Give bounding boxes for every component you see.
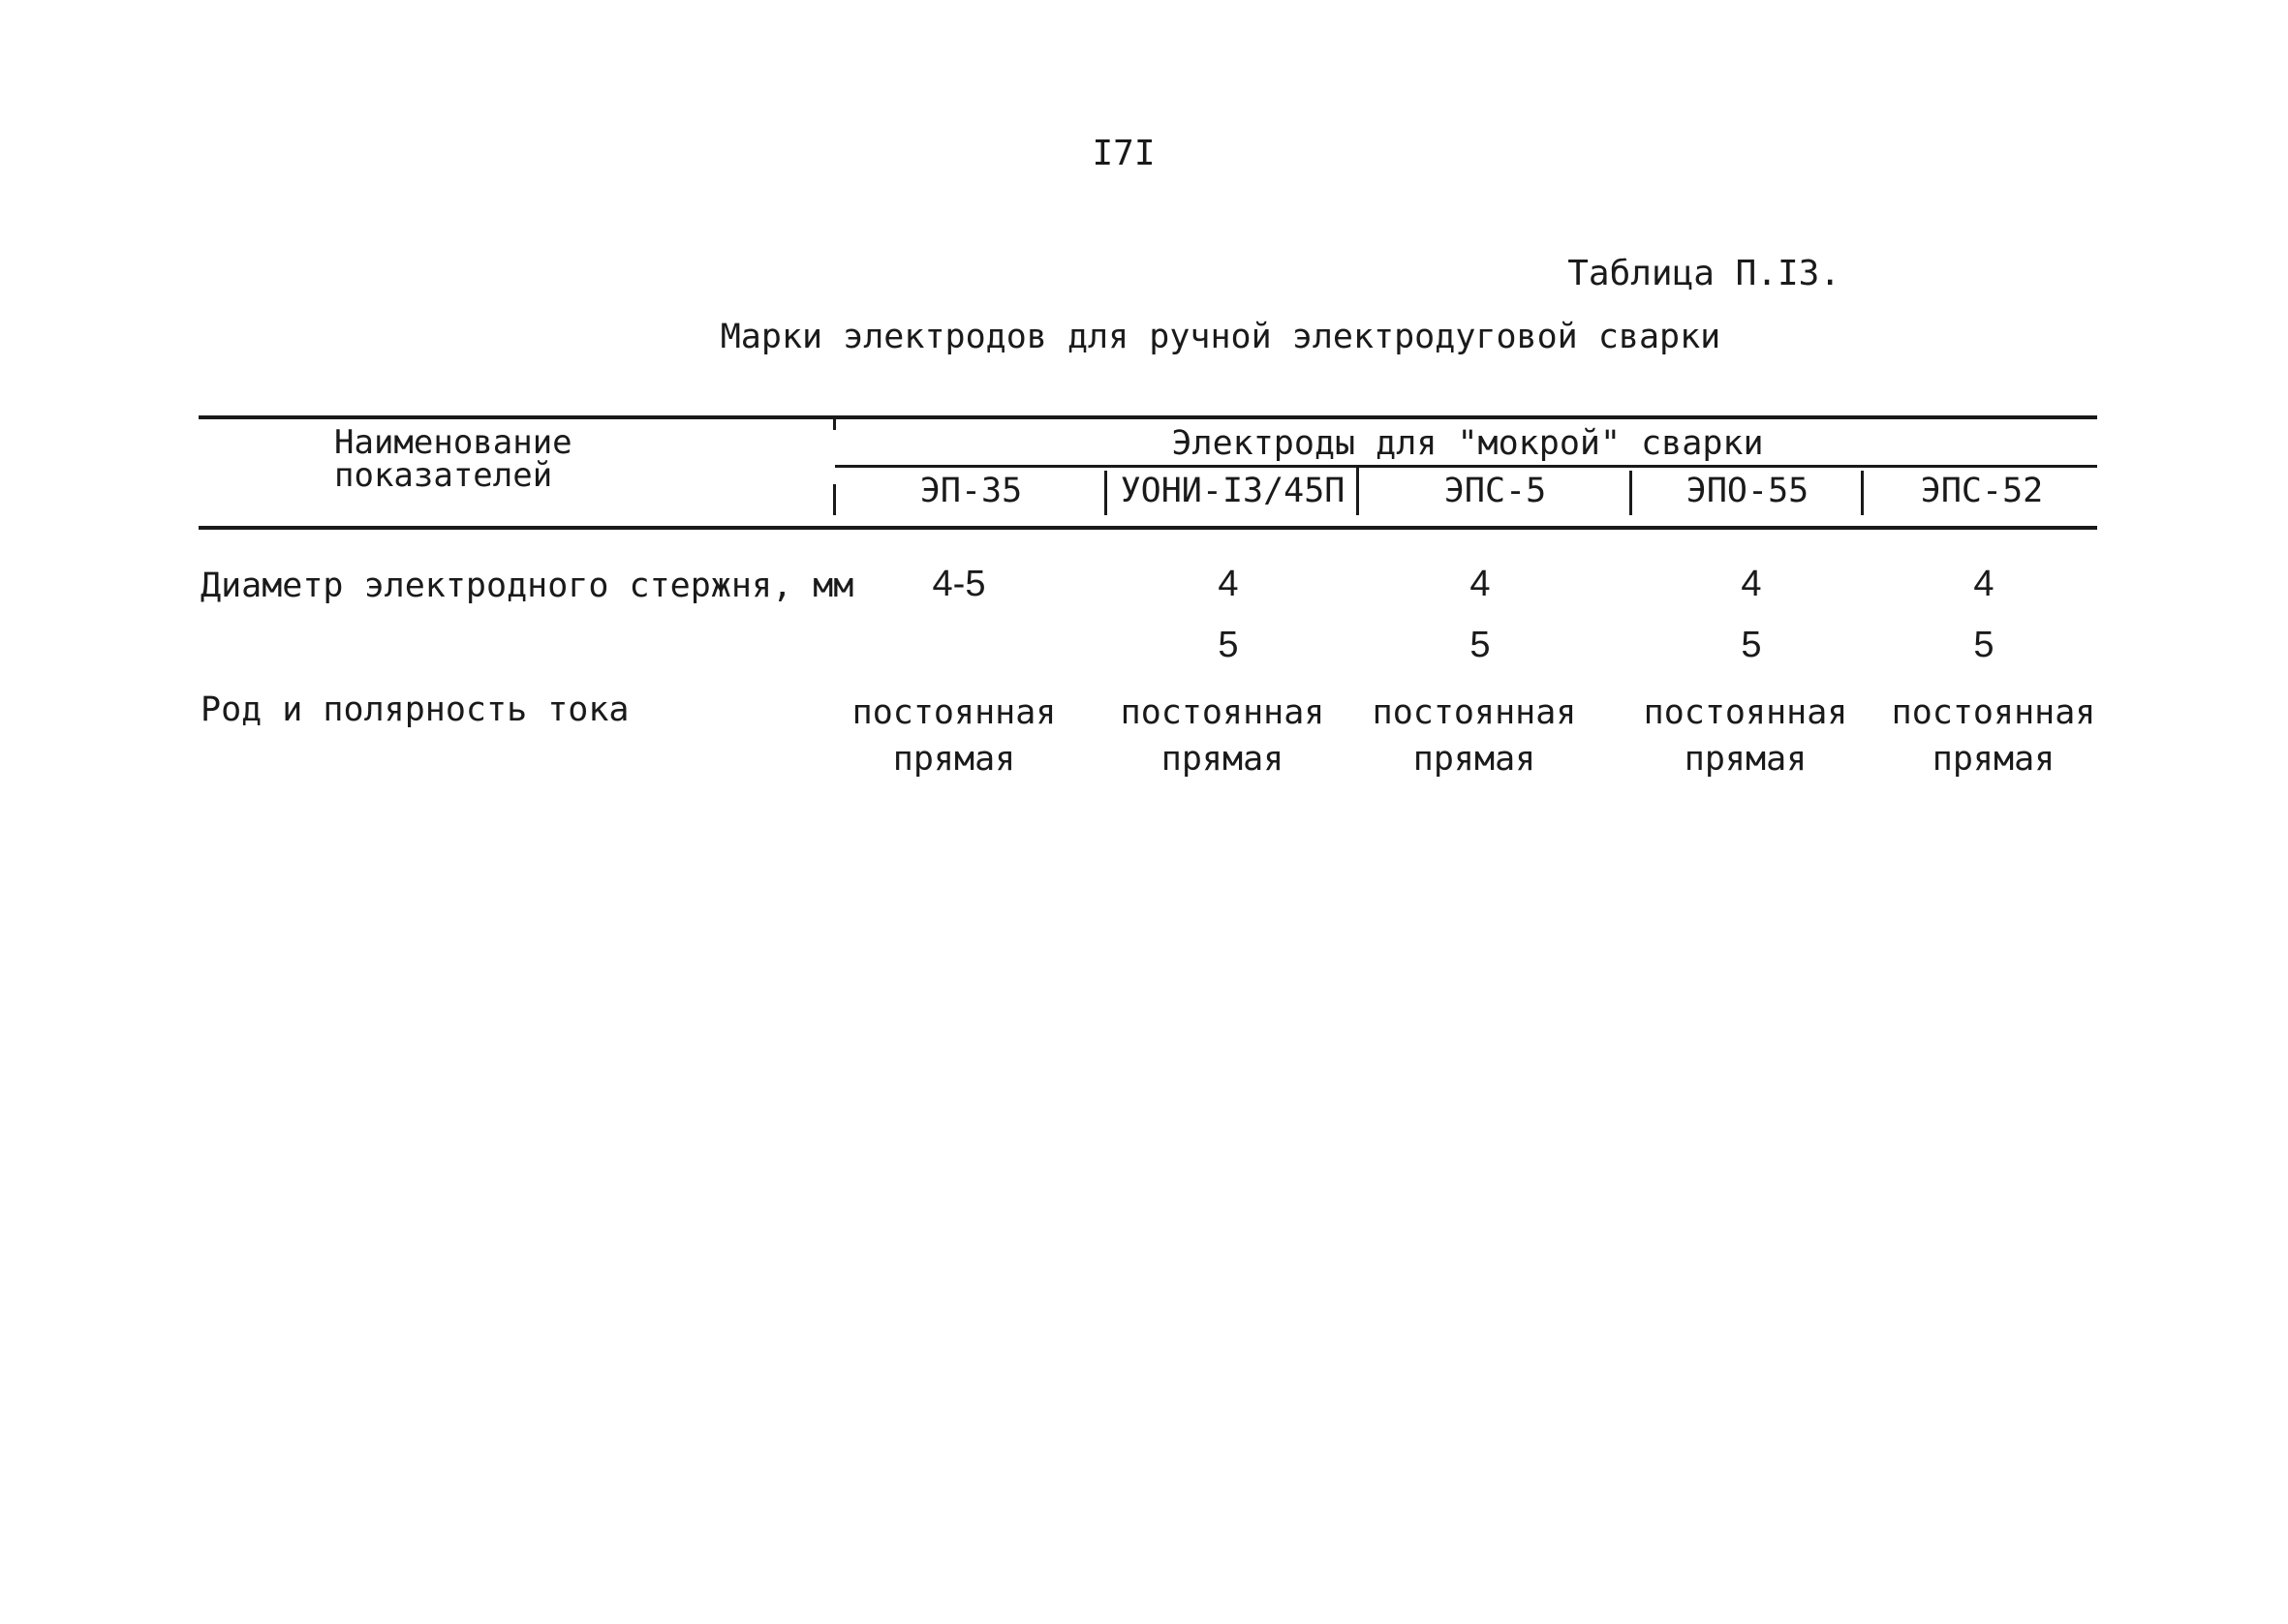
table-cell: 5: [1469, 625, 1491, 665]
column-header: УОНИ-I3/45П: [1120, 472, 1345, 510]
table-top-rule: [199, 415, 2097, 419]
row-label: Род и полярность тока: [201, 690, 630, 729]
table-cell: 5: [1218, 625, 1239, 665]
table-cell: 4: [1469, 564, 1491, 604]
table-cell: 4: [1973, 564, 1994, 604]
table-cell: 4: [1218, 564, 1239, 604]
stub-header: [334, 423, 586, 495]
table-cell: постоянная прямая: [851, 693, 1057, 779]
column-divider: [1356, 465, 1359, 515]
table-label: Таблица П.I3.: [1567, 254, 1840, 293]
group-header: Электроды для "мокрой" сварки: [1171, 424, 1764, 463]
column-divider: [1104, 471, 1107, 515]
column-divider: [833, 484, 836, 515]
table-cell: постоянная прямая: [1120, 693, 1325, 779]
table-cell: 4-5: [932, 564, 986, 604]
table-cell: постоянная прямая: [1891, 693, 2096, 779]
table-header-bottom-rule: [199, 526, 2097, 530]
column-header: ЭП-35: [919, 472, 1023, 510]
column-divider: [833, 418, 836, 430]
table-cell: 5: [1973, 625, 1994, 665]
stub-header-line-2: показателей: [334, 456, 553, 495]
stub-header-line-1: Наименование: [334, 423, 572, 462]
column-divider: [1629, 471, 1632, 515]
column-header: ЭПС-52: [1920, 472, 2044, 510]
table-cell: 5: [1741, 625, 1762, 665]
table-cell: постоянная прямая: [1372, 693, 1577, 779]
table-title: Марки электродов для ручной электродуговой сварки: [720, 318, 1721, 356]
table-cell: постоянная прямая: [1643, 693, 1848, 779]
column-header: ЭПО-55: [1685, 472, 1809, 510]
row-label: Диаметр электродного стержня, мм: [201, 567, 854, 605]
table-cell: 4: [1741, 564, 1762, 604]
column-header: ЭПС-5: [1443, 472, 1547, 510]
column-divider: [1861, 471, 1864, 515]
table-group-rule: [835, 465, 2097, 468]
page-number: I7I: [1092, 134, 1156, 173]
